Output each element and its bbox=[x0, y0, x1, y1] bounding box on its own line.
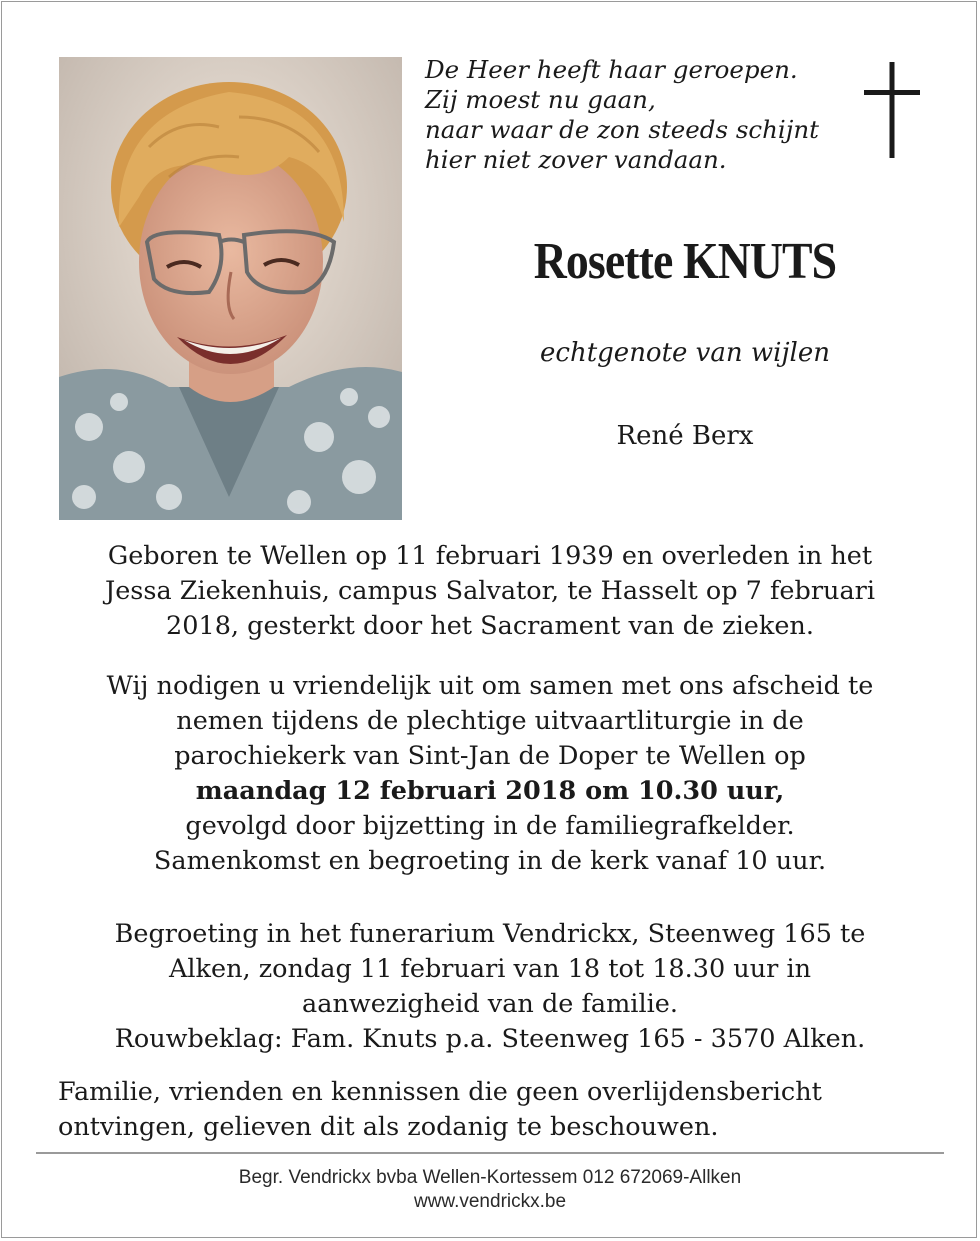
undertaker-company: Begr. Vendrickx bvba Wellen-Kortessem 012 672069-Allken bbox=[238, 1167, 742, 1188]
spouse-name: René Berx bbox=[616, 421, 754, 451]
undertaker-footer bbox=[0, 1166, 980, 1214]
paragraph-line: Geboren te Wellen op 11 februari 1939 en overleden in het bbox=[107, 541, 873, 571]
paragraph-line: Wij nodigen u vriendelijk uit om samen met ons afscheid te bbox=[106, 671, 874, 701]
paragraph-line: 2018, gesterkt door het Sacrament van de zieken. bbox=[166, 611, 814, 641]
undertaker-website[interactable]: www.vendrickx.be bbox=[413, 1191, 567, 1212]
footer-divider bbox=[36, 1152, 944, 1154]
paragraph-line: aanwezigheid van de familie. bbox=[302, 989, 678, 1019]
invitation-paragraph bbox=[30, 669, 950, 879]
spouse-label: echtgenote van wijlen bbox=[540, 338, 830, 368]
poem-line: hier niet zover vandaan. bbox=[425, 145, 727, 174]
poem-line: Zij moest nu gaan, bbox=[425, 85, 656, 114]
paragraph-line: Begroeting in het funerarium Vendrickx, Steenweg 165 te bbox=[114, 919, 866, 949]
paragraph-line: Alken, zondag 11 februari van 18 tot 18.30 uur in bbox=[168, 954, 812, 984]
paragraph-line: nemen tijdens de plechtige uitvaartliturgie in de bbox=[176, 706, 804, 736]
deceased-name: Rosette KNUTS bbox=[533, 233, 837, 290]
cross-icon bbox=[864, 62, 920, 158]
poem-line: naar waar de zon steeds schijnt bbox=[425, 115, 819, 144]
paragraph-line: Familie, vrienden en kennissen die geen overlijdensbericht bbox=[58, 1077, 822, 1107]
birth-death-paragraph bbox=[30, 539, 950, 644]
paragraph-line: Rouwbeklag: Fam. Knuts p.a. Steenweg 165 - 3570 Alken. bbox=[114, 1024, 866, 1054]
closing-paragraph bbox=[58, 1075, 958, 1145]
paragraph-line: Samenkomst en begroeting in de kerk vanaf 10 uur. bbox=[153, 846, 827, 876]
visitation-paragraph bbox=[30, 917, 950, 1057]
portrait-illustration bbox=[59, 57, 402, 520]
memorial-poem bbox=[425, 55, 819, 175]
funeral-date: maandag 12 februari 2018 om 10.30 uur, bbox=[195, 776, 785, 806]
paragraph-line: parochiekerk van Sint-Jan de Doper te Wellen op bbox=[174, 741, 806, 771]
portrait-photo bbox=[59, 57, 402, 520]
paragraph-line: ontvingen, gelieven dit als zodanig te beschouwen. bbox=[58, 1112, 719, 1142]
paragraph-line: Jessa Ziekenhuis, campus Salvator, te Hasselt op 7 februari bbox=[104, 576, 876, 606]
paragraph-line: gevolgd door bijzetting in de familiegrafkelder. bbox=[185, 811, 795, 841]
poem-line: De Heer heeft haar geroepen. bbox=[425, 55, 798, 84]
